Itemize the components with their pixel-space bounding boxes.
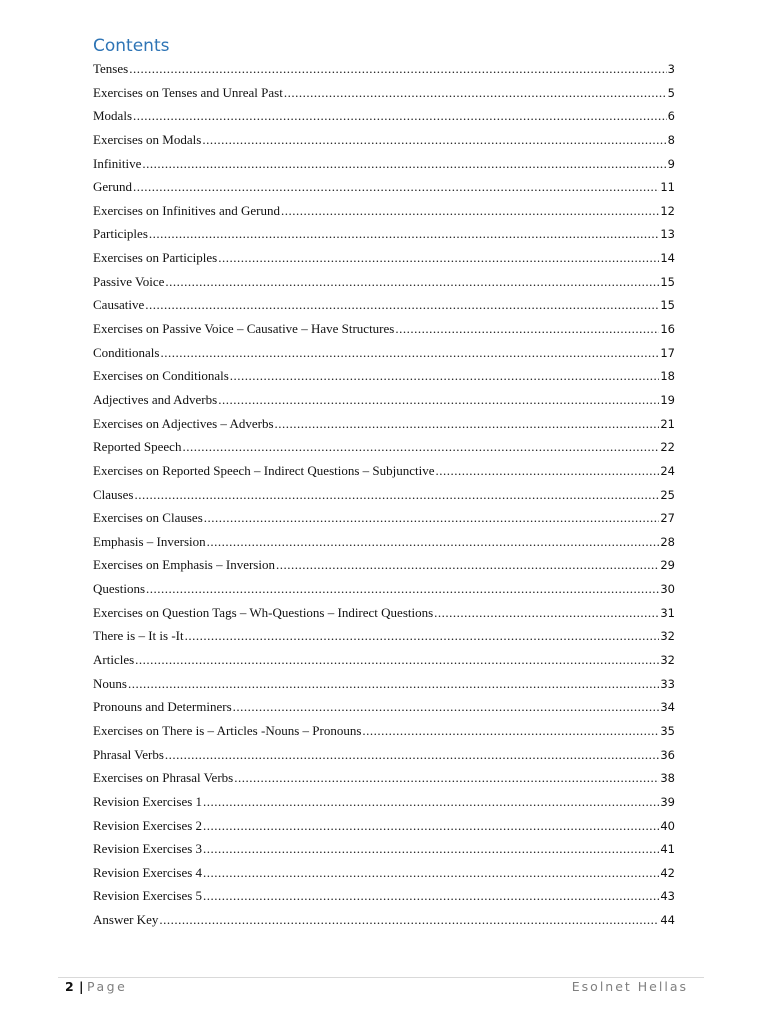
toc-entry-title: Revision Exercises 5: [93, 888, 203, 904]
toc-dot-leader: [434, 601, 659, 625]
toc-entry-page-number: 5: [667, 85, 675, 100]
toc-entry-title: Participles: [93, 226, 148, 242]
toc-entry-title: Tenses: [93, 61, 129, 76]
toc-entry-page-number: 19: [660, 392, 675, 407]
toc-entry-page-number: 15: [660, 298, 675, 313]
toc-entry-page-number: 27: [660, 511, 675, 526]
toc-entry-title: Exercises on Adjectives – Adverbs: [93, 415, 274, 431]
toc-dot-leader: [185, 624, 660, 648]
toc-entry-title: Exercises on Participles: [93, 250, 218, 266]
toc-entry-title: Phrasal Verbs: [93, 746, 164, 762]
toc-entry[interactable]: [93, 766, 675, 790]
toc-entry-page-number: 6: [667, 109, 675, 124]
toc-entry-title: Exercises on Conditionals: [93, 368, 229, 384]
toc-entry-page-number: 42: [660, 865, 675, 880]
toc-entry-title: Exercises on Phrasal Verbs: [93, 770, 234, 786]
toc-dot-leader: [159, 908, 659, 932]
toc-entry-page-number: 32: [660, 629, 675, 644]
toc-entry-page-number: 29: [660, 558, 675, 573]
toc-entry-title: Exercises on Passive Voice – Causative – Have Structures: [93, 321, 395, 337]
toc-entry-page-number: 15: [660, 274, 675, 289]
toc-entry-page-number: 22: [660, 440, 675, 455]
toc-entry-page-number: 39: [660, 794, 675, 809]
toc-entry-title: Exercises on Emphasis – Inversion: [93, 557, 275, 573]
toc-entry-page-number: 18: [660, 369, 675, 384]
footer-page-label: Page: [87, 979, 128, 994]
toc-dot-leader: [284, 81, 667, 105]
toc-entry-page-number: 13: [660, 227, 675, 242]
toc-heading: Contents: [93, 36, 170, 56]
toc-entry-page-number: 28: [660, 534, 675, 549]
toc-entry[interactable]: [93, 672, 675, 696]
toc-dot-leader: [275, 412, 660, 436]
toc-entry-page-number: 41: [660, 842, 675, 857]
toc-entry[interactable]: [93, 293, 675, 317]
toc-entry-title: Clauses: [93, 486, 134, 502]
toc-dot-leader: [203, 861, 659, 885]
toc-dot-leader: [218, 388, 659, 412]
toc-entry-title: Nouns: [93, 675, 127, 691]
toc-entry-title: Revision Exercises 4: [93, 864, 203, 880]
toc-dot-leader: [362, 719, 659, 743]
toc-entry-title: Adjectives and Adverbs: [93, 391, 218, 407]
toc-entry-title: Causative: [93, 297, 145, 313]
toc-dot-leader: [276, 553, 659, 577]
toc-dot-leader: [203, 814, 659, 838]
toc-entry-page-number: 34: [660, 700, 675, 715]
toc-dot-leader: [281, 199, 659, 223]
toc-entry[interactable]: [93, 388, 675, 412]
toc-entry-title: Revision Exercises 1: [93, 793, 203, 809]
toc-entry-title: Questions: [93, 581, 145, 597]
toc-entry[interactable]: [93, 601, 675, 625]
toc-dot-leader: [202, 128, 666, 152]
toc-entry[interactable]: [93, 435, 675, 459]
toc-dot-leader: [128, 672, 659, 696]
toc-entry-title: Exercises on Question Tags – Wh-Questions – Indirect Questions: [93, 604, 434, 620]
toc-entry[interactable]: [93, 790, 675, 814]
toc-entry-page-number: 30: [660, 582, 675, 597]
toc-entry-page-number: 40: [660, 818, 675, 833]
toc-entry-title: Exercises on Infinitives and Gerund: [93, 202, 281, 218]
toc-entry-title: Pronouns and Determiners: [93, 699, 232, 715]
toc-dot-leader: [218, 246, 659, 270]
toc-dot-leader: [395, 317, 659, 341]
footer-separator: |: [79, 979, 84, 994]
toc-entry-page-number: 17: [660, 345, 675, 360]
toc-entry-title: Exercises on Tenses and Unreal Past: [93, 84, 283, 100]
toc-dot-leader: [129, 57, 666, 81]
toc-entry-page-number: 31: [660, 605, 675, 620]
toc-dot-leader: [135, 648, 659, 672]
toc-entry-title: Exercises on Clauses: [93, 510, 203, 526]
toc-entry[interactable]: [93, 743, 675, 767]
toc-entry[interactable]: [93, 483, 675, 507]
page-footer: [58, 979, 688, 999]
toc-entry-page-number: 36: [660, 747, 675, 762]
toc-dot-leader: [165, 270, 659, 294]
toc-dot-leader: [436, 459, 660, 483]
footer-publisher: Esolnet Hellas: [571, 979, 688, 994]
toc-dot-leader: [146, 577, 659, 601]
toc-entry[interactable]: [93, 128, 675, 152]
toc-dot-leader: [204, 506, 660, 530]
toc-entry[interactable]: [93, 553, 675, 577]
toc-entry-page-number: 12: [660, 203, 675, 218]
toc-list: [93, 57, 675, 932]
toc-entry[interactable]: [93, 530, 675, 554]
toc-entry-page-number: 21: [660, 416, 675, 431]
toc-entry[interactable]: [93, 341, 675, 365]
toc-dot-leader: [233, 695, 660, 719]
toc-entry-page-number: 24: [660, 463, 675, 478]
toc-entry-page-number: 9: [667, 156, 675, 171]
toc-entry[interactable]: [93, 861, 675, 885]
toc-dot-leader: [133, 175, 659, 199]
toc-entry[interactable]: [93, 175, 675, 199]
toc-entry[interactable]: [93, 884, 675, 908]
toc-dot-leader: [203, 790, 659, 814]
toc-entry-page-number: 14: [660, 251, 675, 266]
toc-entry[interactable]: [93, 577, 675, 601]
toc-dot-leader: [203, 884, 659, 908]
toc-entry-page-number: 3: [667, 62, 675, 76]
toc-entry-title: Articles: [93, 652, 135, 668]
toc-entry-title: Answer Key: [93, 912, 159, 928]
toc-entry-page-number: 38: [660, 771, 675, 786]
toc-entry-title: Exercises on Modals: [93, 131, 202, 147]
toc-entry-page-number: 35: [660, 723, 675, 738]
toc-entry-page-number: 33: [660, 676, 675, 691]
toc-entry[interactable]: [93, 648, 675, 672]
toc-entry[interactable]: [93, 695, 675, 719]
toc-entry-page-number: 8: [667, 132, 675, 147]
toc-dot-leader: [142, 152, 666, 176]
toc-entry-title: Modals: [93, 108, 132, 124]
toc-dot-leader: [207, 530, 660, 554]
toc-dot-leader: [165, 743, 659, 767]
toc-entry[interactable]: [93, 459, 675, 483]
toc-entry[interactable]: [93, 246, 675, 270]
toc-dot-leader: [133, 104, 667, 128]
toc-dot-leader: [160, 341, 659, 365]
toc-entry[interactable]: [93, 152, 675, 176]
toc-entry[interactable]: [93, 412, 675, 436]
toc-entry[interactable]: [93, 57, 675, 81]
toc-entry-title: Infinitive: [93, 155, 142, 171]
toc-entry[interactable]: [93, 719, 675, 743]
toc-entry[interactable]: [93, 364, 675, 388]
toc-entry-title: Reported Speech: [93, 439, 182, 455]
toc-entry-title: Revision Exercises 3: [93, 841, 203, 857]
toc-entry-title: Exercises on Reported Speech – Indirect Questions – Subjunctive: [93, 462, 435, 478]
toc-entry-page-number: 32: [660, 653, 675, 668]
toc-entry[interactable]: [93, 908, 675, 932]
toc-entry-title: Conditionals: [93, 344, 160, 360]
toc-entry[interactable]: [93, 837, 675, 861]
toc-entry[interactable]: [93, 317, 675, 341]
footer-divider: [58, 977, 704, 978]
toc-dot-leader: [149, 222, 659, 246]
toc-entry[interactable]: [93, 222, 675, 246]
toc-entry-page-number: 16: [660, 322, 675, 337]
toc-entry[interactable]: [93, 270, 675, 294]
toc-entry-title: There is – It is -It: [93, 628, 184, 644]
toc-entry[interactable]: [93, 199, 675, 223]
toc-dot-leader: [234, 766, 659, 790]
toc-entry[interactable]: [93, 624, 675, 648]
toc-entry-title: Gerund: [93, 179, 132, 195]
toc-dot-leader: [134, 483, 659, 507]
toc-dot-leader: [203, 837, 659, 861]
toc-entry-title: Revision Exercises 2: [93, 817, 203, 833]
toc-entry[interactable]: [93, 81, 675, 105]
toc-dot-leader: [145, 293, 659, 317]
toc-entry-page-number: 44: [660, 913, 675, 928]
footer-page-number: 2: [65, 979, 74, 994]
toc-entry-page-number: 11: [660, 180, 675, 195]
toc-entry[interactable]: [93, 104, 675, 128]
toc-entry[interactable]: [93, 506, 675, 530]
toc-entry-page-number: 25: [660, 487, 675, 502]
toc-dot-leader: [230, 364, 660, 388]
toc-entry-title: Exercises on There is – Articles -Nouns – Pronouns: [93, 722, 362, 738]
toc-entry[interactable]: [93, 814, 675, 838]
toc-dot-leader: [182, 435, 659, 459]
toc-entry-title: Emphasis – Inversion: [93, 533, 206, 549]
toc-entry-page-number: 43: [660, 889, 675, 904]
toc-entry-title: Passive Voice: [93, 273, 165, 289]
